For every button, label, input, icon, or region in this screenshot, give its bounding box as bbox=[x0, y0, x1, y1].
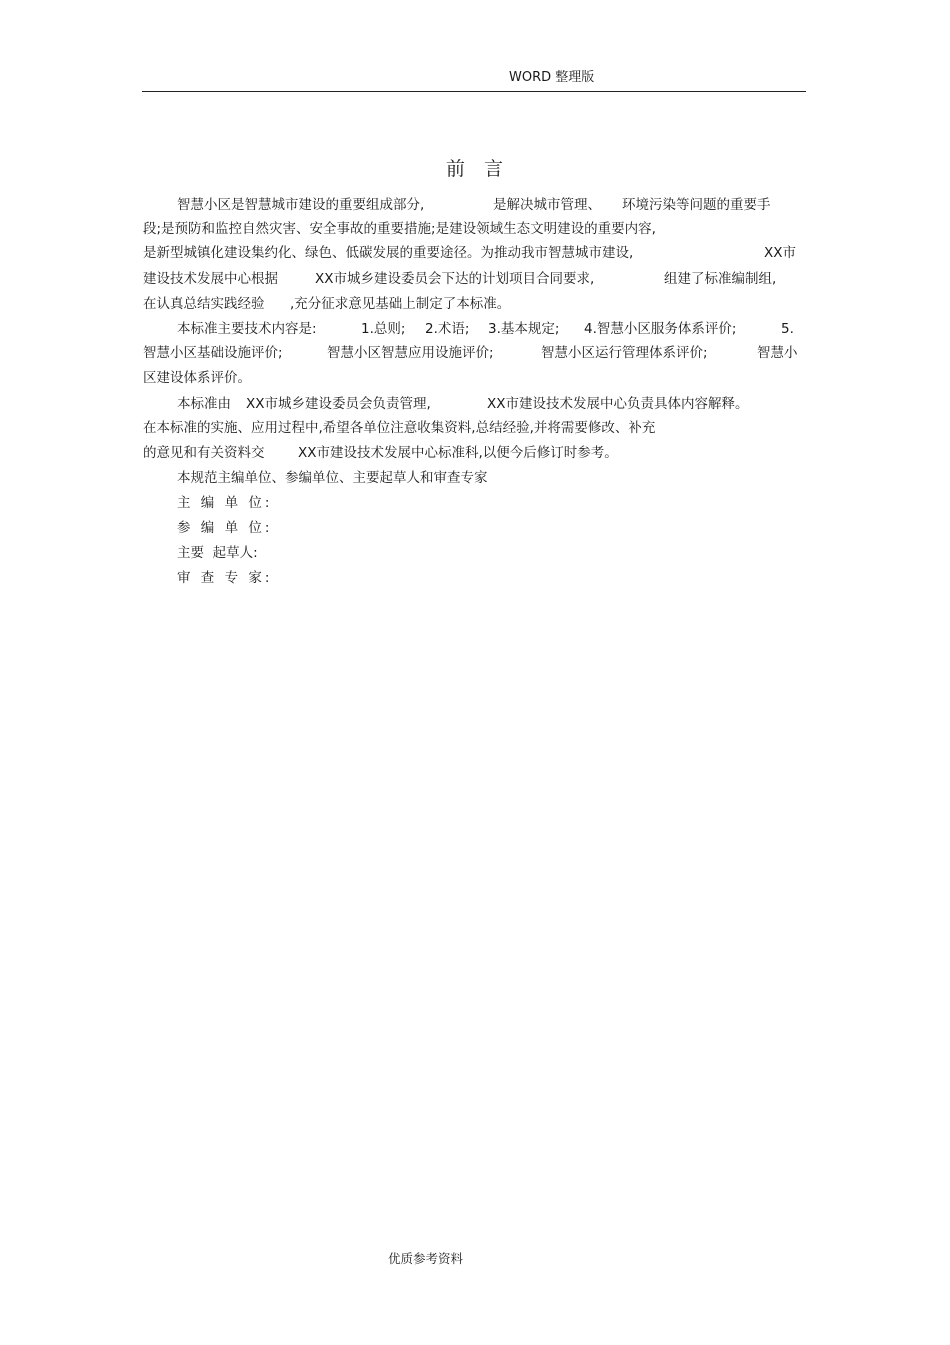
text-segment: 3.基本规定; bbox=[488, 321, 560, 337]
text-segment: 是新型城镇化建设集约化、绿色、低碳发展的重要途径。为推动我市智慧城市建设, bbox=[143, 245, 634, 261]
text-segment: XX市建设技术发展中心负责具体内容解释。 bbox=[487, 396, 749, 412]
page-header bbox=[142, 70, 806, 92]
reviewer-label: 审 查 专 家: bbox=[177, 570, 273, 586]
contributors-intro: 本规范主编单位、参编单位、主要起草人和审查专家 bbox=[177, 470, 488, 486]
document-title: 前言 bbox=[446, 158, 523, 180]
paragraph-1-line-2: 段;是预防和监控自然灾害、安全事故的重要措施;是建设领域生态文明建设的重要内容, bbox=[143, 221, 656, 237]
text-segment: 智慧小 bbox=[757, 345, 798, 361]
footer-text: 优质参考资料 bbox=[388, 1251, 464, 1266]
text-segment: 5. bbox=[781, 321, 794, 337]
text-segment: 智慧小区基础设施评价; bbox=[143, 345, 283, 361]
co-editor-label: 参 编 单 位: bbox=[177, 520, 273, 536]
drafter-label: 主要 起草人: bbox=[177, 545, 258, 561]
chief-editor-label: 主 编 单 位: bbox=[177, 495, 273, 511]
paragraph-2-line-3: 区建设体系评价。 bbox=[143, 370, 251, 386]
header-text: WORD 整理版 bbox=[509, 70, 595, 85]
text-segment: 本标准由 bbox=[177, 396, 231, 412]
text-segment: 智慧小区是智慧城市建设的重要组成部分, bbox=[177, 197, 425, 213]
text-segment: XX市 bbox=[764, 245, 796, 261]
text-segment: 组建了标准编制组, bbox=[664, 271, 777, 287]
paragraph-3-line-2: 在本标准的实施、应用过程中,希望各单位注意收集资料,总结经验,并将需要修改、补充 bbox=[143, 420, 656, 436]
text-segment: ,充分征求意见基础上制定了本标准。 bbox=[290, 296, 511, 312]
text-segment: 建设技术发展中心根据 bbox=[143, 271, 278, 287]
text-segment: 1.总则; bbox=[361, 321, 406, 337]
text-segment: 在认真总结实践经验 bbox=[143, 296, 265, 312]
text-segment: 环境污染等问题的重要手 bbox=[622, 197, 771, 213]
text-segment: 2.术语; bbox=[425, 321, 470, 337]
text-segment: 智慧小区智慧应用设施评价; bbox=[327, 345, 494, 361]
text-segment: 的意见和有关资料交 bbox=[143, 445, 265, 461]
text-segment: XX市城乡建设委员会下达的计划项目合同要求, bbox=[315, 271, 595, 287]
text-segment: XX市城乡建设委员会负责管理, bbox=[246, 396, 431, 412]
text-segment: 4.智慧小区服务体系评价; bbox=[584, 321, 737, 337]
text-segment: 是解决城市管理、 bbox=[493, 197, 601, 213]
text-segment: 智慧小区运行管理体系评价; bbox=[541, 345, 708, 361]
text-segment: 本标准主要技术内容是: bbox=[177, 321, 317, 337]
text-segment: XX市建设技术发展中心标准科,以便今后修订时参考。 bbox=[298, 445, 618, 461]
